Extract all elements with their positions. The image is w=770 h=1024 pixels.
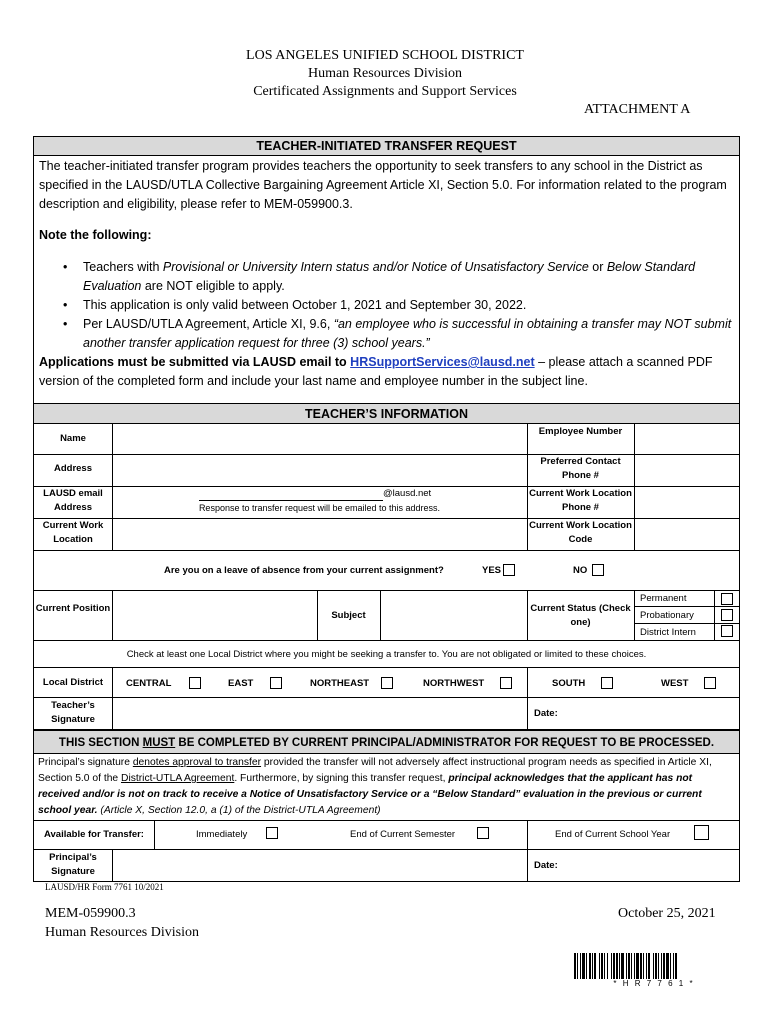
end-semester-checkbox[interactable] <box>477 827 489 839</box>
barcode-bar <box>619 953 620 979</box>
list-item: • Teachers with Provisional or University Intern status and/or Notice of Unsatisfactory Service or Below Standard Evaluation are NOT eligible to apply. <box>39 258 734 296</box>
work-location-field[interactable] <box>114 521 524 548</box>
district-east: EAST <box>228 678 254 689</box>
phone-label: Preferred Contact Phone # <box>540 456 621 481</box>
barcode-bar <box>616 953 618 979</box>
barcode-bar <box>582 953 585 979</box>
yes-label: YES <box>482 565 502 576</box>
note-heading: Note the following: <box>39 228 152 242</box>
barcode-bar <box>658 953 659 979</box>
barcode-bar <box>628 953 630 979</box>
permanent-checkbox[interactable] <box>721 593 733 605</box>
barcode-bar <box>673 953 674 979</box>
employee-number-label: Employee Number <box>538 426 623 437</box>
teacher-date-field[interactable] <box>564 700 736 728</box>
form-number: LAUSD/HR Form 7761 10/2021 <box>45 882 164 892</box>
option-immediately: Immediately <box>196 829 248 840</box>
barcode-bar <box>601 953 603 979</box>
memo-number: MEM-059900.3 <box>45 906 136 921</box>
local-district-label: Local District <box>42 677 104 688</box>
status-permanent: Permanent <box>640 593 687 604</box>
barcode-bar <box>611 953 612 979</box>
status-label: Current Status (Check one) <box>530 603 631 628</box>
barcode-bar <box>643 953 644 979</box>
address-label: Address <box>53 463 92 474</box>
barcode-bar <box>599 953 600 979</box>
east-checkbox[interactable] <box>270 677 282 689</box>
end-school-year-checkbox[interactable] <box>694 825 709 840</box>
name-label: Name <box>60 433 86 444</box>
barcode-bar <box>646 953 647 979</box>
barcode-bar <box>634 953 635 979</box>
position-label: Current Position <box>35 603 111 614</box>
barcode-bar <box>655 953 657 979</box>
email-label: LAUSD email Address <box>43 488 103 513</box>
employee-number-field[interactable] <box>636 426 736 452</box>
barcode-bar <box>636 953 639 979</box>
option-end-school-year: End of Current School Year <box>555 829 671 840</box>
subject-field[interactable] <box>382 593 524 637</box>
note-list <box>39 258 734 353</box>
barcode-bar <box>631 953 632 979</box>
barcode-bar <box>626 953 627 979</box>
barcode-bar <box>589 953 591 979</box>
barcode-bar <box>663 953 665 979</box>
barcode-bar <box>613 953 615 979</box>
principal-signature-label: Principal’s Signature <box>49 852 97 877</box>
teacher-section-title: TEACHER’S INFORMATION <box>34 404 739 424</box>
barcode-text: * H R 7 7 6 1 * <box>613 979 695 988</box>
west-checkbox[interactable] <box>704 677 716 689</box>
district-northeast: NORTHEAST <box>310 678 370 689</box>
district-instruction: Check at least one Local District where you might be seeking a transfer to. You are not obligated or limited to these choices. <box>126 649 647 660</box>
location-code-label: Current Work Location Code <box>529 520 632 545</box>
barcode-bar <box>586 953 587 979</box>
intern-checkbox[interactable] <box>721 625 733 637</box>
district-central: CENTRAL <box>126 678 172 689</box>
location-code-field[interactable] <box>636 521 736 548</box>
teacher-signature-label: Teacher’s Signature <box>51 700 95 725</box>
barcode-bar <box>621 953 624 979</box>
teacher-info-section <box>33 404 740 730</box>
subject-label: Subject <box>331 610 366 621</box>
email-input[interactable] <box>199 488 383 501</box>
principal-date-label: Date: <box>534 860 558 871</box>
central-checkbox[interactable] <box>189 677 201 689</box>
barcode-bar <box>661 953 662 979</box>
district-northwest: NORTHWEST <box>423 678 485 689</box>
no-checkbox[interactable] <box>592 564 604 576</box>
footer-division: Human Resources Division <box>45 925 199 940</box>
status-intern: District Intern <box>640 627 696 638</box>
immediately-checkbox[interactable] <box>266 827 278 839</box>
position-field[interactable] <box>114 593 314 637</box>
email-note: Response to transfer request will be emailed to this address. <box>198 503 441 513</box>
teacher-date-label: Date: <box>534 708 558 719</box>
district-west: WEST <box>661 678 689 689</box>
barcode-bar <box>607 953 608 979</box>
address-field[interactable] <box>114 457 524 484</box>
barcode-bar <box>604 953 605 979</box>
intro-box <box>33 136 740 404</box>
district-title: LOS ANGELES UNIFIED SCHOOL DISTRICT <box>246 48 524 63</box>
work-phone-label: Current Work Location Phone # <box>529 488 632 513</box>
status-probationary: Probationary <box>640 610 694 621</box>
list-item: • This application is only valid between October 1, 2021 and September 30, 2022. <box>39 296 734 315</box>
intro-text: The teacher-initiated transfer program provides teachers the opportunity to seek transfers to any school in the District as specified in the LAUSD/UTLA Collective Bargaining Agreement Article XI, Section 5.0. For information related to the program description and eligibility, please refer to MEM-059900.3. <box>39 159 727 211</box>
barcode-bar <box>653 953 654 979</box>
form-title: TEACHER-INITIATED TRANSFER REQUEST <box>34 137 739 156</box>
teacher-signature-field[interactable] <box>114 700 524 728</box>
option-end-semester: End of Current Semester <box>350 829 456 840</box>
leave-question: Are you on a leave of absence from your current assignment? <box>164 565 444 576</box>
south-checkbox[interactable] <box>601 677 613 689</box>
barcode-bar <box>640 953 642 979</box>
barcode-bar <box>580 953 581 979</box>
yes-checkbox[interactable] <box>503 564 515 576</box>
northeast-checkbox[interactable] <box>381 677 393 689</box>
district-south: SOUTH <box>552 678 586 689</box>
barcode-bar <box>648 953 650 979</box>
email-link[interactable]: HRSupportServices@lausd.net <box>350 355 535 369</box>
barcode-bar <box>675 953 677 979</box>
work-location-label: Current Work Location <box>42 520 104 545</box>
principal-signature-field[interactable] <box>114 852 524 878</box>
list-item: • Per LAUSD/UTLA Agreement, Article XI, 9.6, “an employee who is successful in obtaining a transfer may NOT submit another transfer application request for three (3) school years.” <box>39 315 734 353</box>
barcode-bar <box>577 953 578 979</box>
barcode <box>574 953 734 979</box>
barcode-bar <box>594 953 596 979</box>
principal-section <box>33 730 740 882</box>
barcode-bar <box>592 953 593 979</box>
footer-date: October 25, 2021 <box>618 906 716 921</box>
unit-title: Certificated Assignments and Support Services <box>253 84 517 99</box>
phone-field[interactable] <box>636 457 736 484</box>
barcode-bar <box>666 953 669 979</box>
principal-date-field[interactable] <box>564 852 736 878</box>
barcode-bar <box>670 953 671 979</box>
submission-text: Applications must be submitted via LAUSD email to HRSupportServices@lausd.net – please attach a scanned PDF version of the completed form and include your last name and employee number in the subject line. <box>39 355 713 388</box>
attachment-label: ATTACHMENT A <box>584 102 691 117</box>
northwest-checkbox[interactable] <box>500 677 512 689</box>
division-title: Human Resources Division <box>308 66 462 81</box>
probationary-checkbox[interactable] <box>721 609 733 621</box>
principal-text: Principal’s signature denotes approval to transfer provided the transfer will not adversely affect instructional program needs as specified in Article XI, Section 5.0 of the District-UTLA Agreement. Furthermore, by signing this transfer request, principal acknowledges that the applicant has not received and/or is not on track to receive a Notice of Unsatisfactory Service or a “Below Standard” evaluation in the previous or current school year. (Article X, Section 12.0, a (1) of the District-UTLA Agreement) <box>38 757 712 816</box>
barcode-bar <box>574 953 576 979</box>
email-suffix: @lausd.net <box>383 488 432 499</box>
no-label: NO <box>573 565 588 576</box>
name-field[interactable] <box>114 426 524 452</box>
principal-section-title: THIS SECTION MUST BE COMPLETED BY CURRENT PRINCIPAL/ADMINISTRATOR FOR REQUEST TO BE PROCESSED. <box>34 730 739 754</box>
work-phone-field[interactable] <box>636 489 736 516</box>
available-label: Available for Transfer: <box>44 829 144 840</box>
